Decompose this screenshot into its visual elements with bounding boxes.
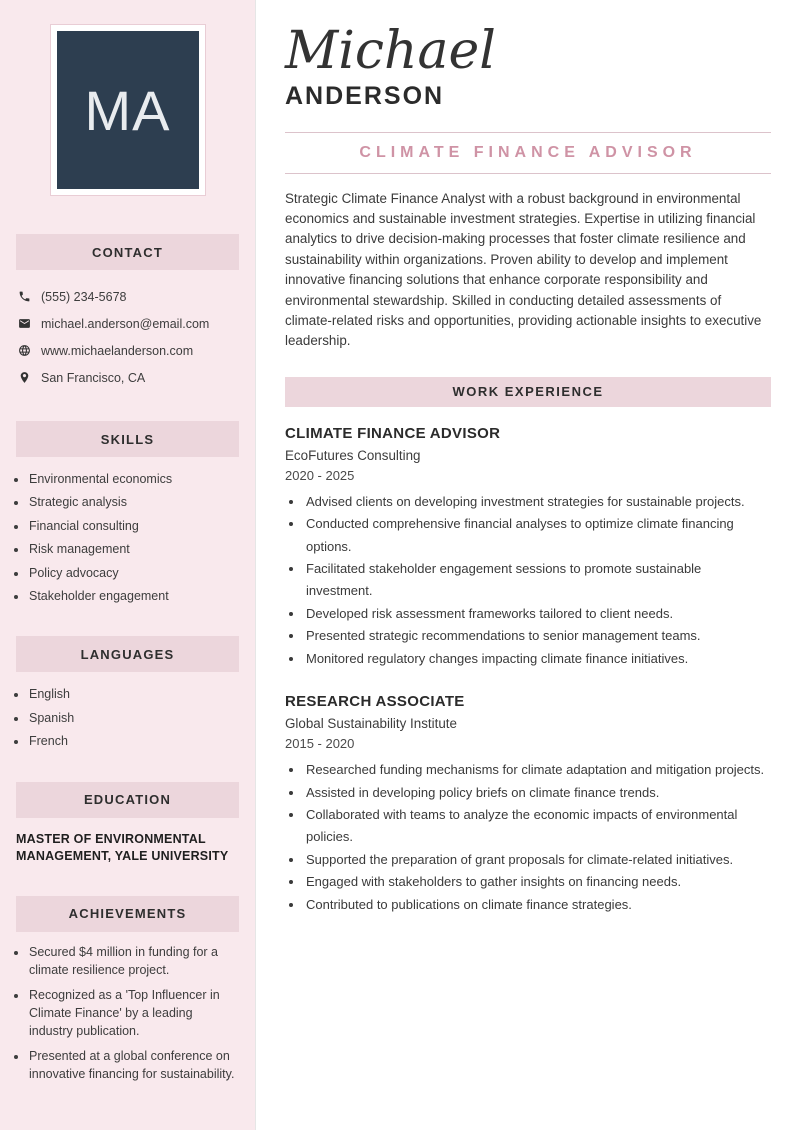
skill-item: • Financial consulting xyxy=(28,515,239,538)
contact-email-text: michael.anderson@email.com xyxy=(41,316,210,331)
skill-item: • Strategic analysis xyxy=(28,491,239,514)
achievements-list xyxy=(28,943,239,1083)
experience-bullet: • Facilitated stakeholder engagement sessions to promote sustainable investment. xyxy=(304,558,771,603)
last-name: ANDERSON xyxy=(285,81,445,110)
language-item: • French xyxy=(28,730,239,753)
contact-item-phone xyxy=(0,283,255,310)
languages-list xyxy=(28,683,239,753)
monogram-frame xyxy=(50,24,206,196)
contact-location-text: San Francisco, CA xyxy=(41,370,146,385)
achievements-section-title: ACHIEVEMENTS xyxy=(68,906,187,922)
language-item: • Spanish xyxy=(28,707,239,730)
experience-bullet: • Advised clients on developing investment strategies for sustainable projects. xyxy=(304,491,771,513)
contact-phone-text: (555) 234-5678 xyxy=(41,289,127,304)
experience-entry xyxy=(285,693,771,916)
phone-icon xyxy=(18,290,31,303)
job-dates: 2015 - 2020 xyxy=(285,736,355,752)
monogram-initials: MA xyxy=(84,78,171,142)
achievement-item: • Secured $4 million in funding for a climate resilience project. xyxy=(28,943,239,979)
experience-bullet: • Supported the preparation of grant proposals for climate-related initiatives. xyxy=(304,849,771,871)
education-section-header xyxy=(16,782,239,818)
languages-section-title: LANGUAGES xyxy=(80,646,175,662)
contact-item-location xyxy=(0,364,255,391)
contact-section-header xyxy=(16,234,239,270)
job-role: RESEARCH ASSOCIATE xyxy=(285,693,465,711)
experience-bullet: • Presented strategic recommendations to senior management teams. xyxy=(304,625,771,647)
main-content xyxy=(256,0,800,1130)
job-role: CLIMATE FINANCE ADVISOR xyxy=(285,424,501,442)
job-bullet-list xyxy=(304,759,771,916)
job-dates: 2020 - 2025 xyxy=(285,467,355,483)
skills-list xyxy=(28,468,239,608)
experience-bullet: • Engaged with stakeholders to gather insights on financing needs. xyxy=(304,871,771,893)
experience-bullet: • Contributed to publications on climate finance strategies. xyxy=(304,894,771,916)
skills-section-title: SKILLS xyxy=(100,431,155,447)
work-experience-banner xyxy=(285,377,771,407)
contact-list xyxy=(0,283,255,391)
rule-line xyxy=(285,173,771,174)
globe-icon xyxy=(18,344,31,357)
education-degree: MASTER OF ENVIRONMENTAL MANAGEMENT, YALE UNIVERSITY xyxy=(16,831,229,864)
monogram xyxy=(57,31,199,189)
contact-website-text: www.michaelanderson.com xyxy=(41,343,194,358)
education-section-title: EDUCATION xyxy=(83,792,172,808)
experience-bullet: • Collaborated with teams to analyze the economic impacts of environmental policies. xyxy=(304,804,771,849)
achievement-item: • Recognized as a 'Top Influencer in Climate Finance' by a leading industry publication. xyxy=(28,986,239,1040)
experience-bullet: • Researched funding mechanisms for climate adaptation and mitigation projects. xyxy=(304,759,771,781)
experience-bullet: • Developed risk assessment frameworks tailored to client needs. xyxy=(304,603,771,625)
page-title: CLIMATE FINANCE ADVISOR xyxy=(359,143,697,161)
skill-item: • Environmental economics xyxy=(28,468,239,491)
experience-bullet: • Monitored regulatory changes impacting climate finance initiatives. xyxy=(304,648,771,670)
skills-section-header xyxy=(16,421,239,457)
job-company: Global Sustainability Institute xyxy=(285,716,457,732)
work-experience-title: WORK EXPERIENCE xyxy=(452,384,604,400)
languages-section-header xyxy=(16,636,239,672)
achievement-item: • Presented at a global conference on innovative financing for sustainability. xyxy=(28,1047,239,1083)
language-item: • English xyxy=(28,683,239,706)
summary-paragraph: Strategic Climate Finance Analyst with a robust background in environmental economics and sustainable investment strategies. Expertise in utilizing financial analytics to drive decision-making processes that foster climate resilience and sustainability within organizations. Proven ability to develop and implement innovative financing solutions that enhance corporate responsibility and environmental stewardship. Skilled in conducting detailed assessments of climate-related risks and opportunities, providing actionable insights to executive leadership. xyxy=(285,190,762,349)
job-company: EcoFutures Consulting xyxy=(285,447,421,463)
achievements-section-header xyxy=(16,896,239,932)
contact-section-title: CONTACT xyxy=(92,244,163,260)
experience-entry xyxy=(285,425,771,670)
email-icon xyxy=(18,317,31,330)
experience-bullet: • Assisted in developing policy briefs on climate finance trends. xyxy=(304,782,771,804)
sidebar xyxy=(0,0,256,1130)
skill-item: • Policy advocacy xyxy=(28,562,239,585)
experience-bullet: • Conducted comprehensive financial analyses to optimize climate financing options. xyxy=(304,513,771,558)
first-name: Michael xyxy=(285,21,496,81)
job-bullet-list xyxy=(304,491,771,670)
location-icon xyxy=(18,371,31,384)
skill-item: • Risk management xyxy=(28,538,239,561)
skill-item: • Stakeholder engagement xyxy=(28,585,239,608)
contact-item-website xyxy=(0,337,255,364)
contact-item-email xyxy=(0,310,255,337)
